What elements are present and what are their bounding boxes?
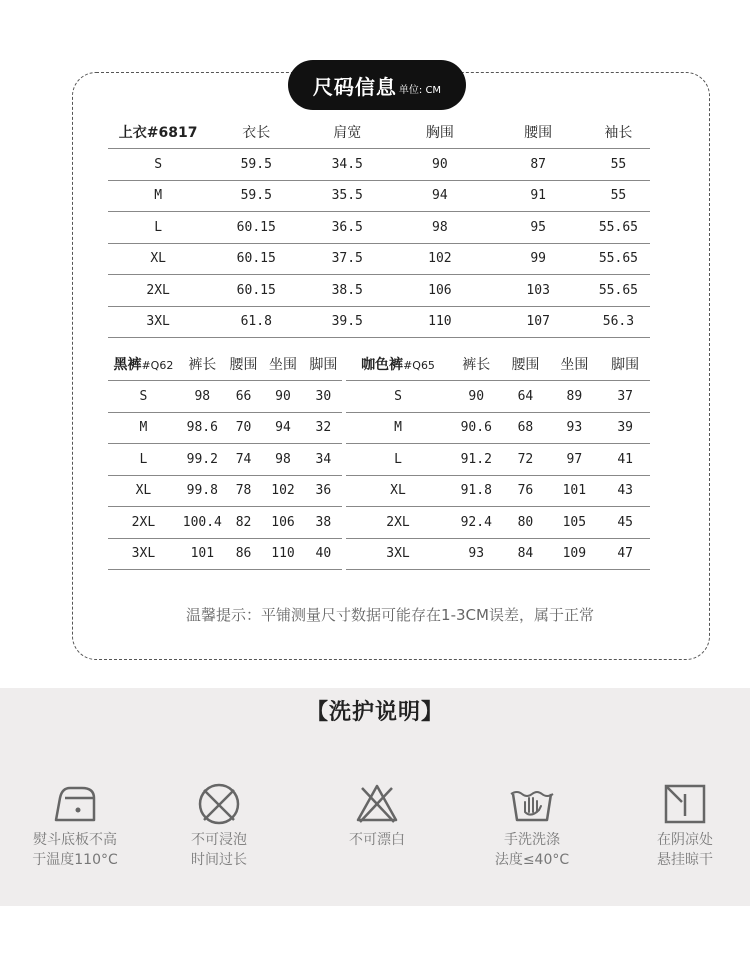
black-pants-code: #Q62	[141, 359, 174, 372]
measurement-cell: 70	[226, 412, 261, 444]
table-header-cell: 肩宽	[304, 116, 390, 149]
brown-pants-title: 咖色裤	[361, 357, 404, 373]
table-header-row	[346, 348, 650, 381]
care-label: 手洗洗涤	[504, 832, 560, 848]
measurement-cell: 78	[226, 475, 261, 507]
measurement-cell: 100.4	[179, 507, 226, 539]
table-row	[346, 381, 650, 413]
size-info-badge	[288, 60, 466, 110]
care-item-iron	[0, 782, 150, 870]
table-header-cell: 腰围	[226, 348, 261, 381]
table-row	[108, 538, 342, 570]
measurement-cell: 56.3	[587, 306, 650, 338]
black-pants-table	[108, 348, 342, 570]
measurement-cell: 40	[305, 538, 342, 570]
care-item-no-bleach	[302, 782, 452, 850]
measurement-cell: 86	[226, 538, 261, 570]
measurement-cell: 35.5	[304, 180, 390, 212]
measurement-cell: 106	[261, 507, 304, 539]
table-row	[346, 538, 650, 570]
table-row	[108, 444, 342, 476]
care-label: 于温度110°C	[32, 852, 118, 868]
line-dry-shade-icon	[662, 782, 708, 826]
care-label: 不可漂白	[349, 832, 405, 848]
measurement-cell: 47	[600, 538, 650, 570]
measurement-cell: 87	[490, 149, 587, 181]
care-item-dry-shade	[610, 782, 750, 870]
measurement-cell: 38	[305, 507, 342, 539]
measurement-cell: 110	[261, 538, 304, 570]
measurement-cell: 90	[450, 381, 503, 413]
size-label-cell: S	[108, 381, 179, 413]
care-item-hand-wash	[457, 782, 607, 870]
measurement-cell: 92.4	[450, 507, 503, 539]
measurement-cell: 93	[548, 412, 600, 444]
table-header-row	[108, 348, 342, 381]
table-row	[108, 306, 650, 338]
size-label-cell: M	[346, 412, 450, 444]
table-row	[108, 475, 342, 507]
table-header-cell	[108, 348, 179, 381]
table-header-cell: 腰围	[490, 116, 587, 149]
measurement-cell: 98.6	[179, 412, 226, 444]
measurement-cell: 55.65	[587, 275, 650, 307]
table-header-cell: 上衣#6817	[108, 116, 208, 149]
measurement-cell: 55.65	[587, 243, 650, 275]
measurement-cell: 72	[503, 444, 549, 476]
measurement-cell: 99.2	[179, 444, 226, 476]
measurement-cell: 99	[490, 243, 587, 275]
measurement-cell: 91.8	[450, 475, 503, 507]
iron-icon	[52, 782, 98, 826]
measurement-cell: 80	[503, 507, 549, 539]
table-header-cell: 脚围	[600, 348, 650, 381]
measurement-cell: 91	[490, 180, 587, 212]
measurement-cell: 94	[261, 412, 304, 444]
size-label-cell: L	[108, 444, 179, 476]
measurement-cell: 107	[490, 306, 587, 338]
table-header-cell: 脚围	[305, 348, 342, 381]
measurement-cell: 60.15	[208, 243, 304, 275]
measurement-cell: 99.8	[179, 475, 226, 507]
table-row	[108, 381, 342, 413]
hand-wash-icon	[507, 782, 557, 826]
table-header-cell: 袖长	[587, 116, 650, 149]
care-label: 不可浸泡	[191, 832, 247, 848]
table-row	[108, 149, 650, 181]
table-row	[108, 275, 650, 307]
measurement-cell: 94	[390, 180, 489, 212]
measurement-cell: 66	[226, 381, 261, 413]
measurement-cell: 41	[600, 444, 650, 476]
size-label-cell: 3XL	[108, 538, 179, 570]
size-label-cell: XL	[346, 475, 450, 507]
size-label-cell: 2XL	[346, 507, 450, 539]
care-label: 在阴凉处	[657, 832, 713, 848]
care-label: 法度≤40°C	[494, 852, 570, 868]
measurement-cell: 36	[305, 475, 342, 507]
measurement-cell: 37	[600, 381, 650, 413]
measurement-cell: 109	[548, 538, 600, 570]
measurement-cell: 34	[305, 444, 342, 476]
measurement-cell: 102	[390, 243, 489, 275]
measurement-cell: 55.65	[587, 212, 650, 244]
measurement-cell: 102	[261, 475, 304, 507]
measurement-cell: 93	[450, 538, 503, 570]
size-label-cell: 3XL	[108, 306, 208, 338]
care-label: 悬挂晾干	[657, 852, 713, 868]
measurement-cell: 105	[548, 507, 600, 539]
measurement-cell: 30	[305, 381, 342, 413]
measurement-cell: 64	[503, 381, 549, 413]
size-label-cell: S	[346, 381, 450, 413]
top-size-table	[108, 116, 650, 338]
measurement-cell: 98	[179, 381, 226, 413]
measurement-cell: 101	[179, 538, 226, 570]
measurement-cell: 39	[600, 412, 650, 444]
table-row	[108, 507, 342, 539]
measurement-cell: 39.5	[304, 306, 390, 338]
measurement-cell: 89	[548, 381, 600, 413]
size-label-cell: 2XL	[108, 275, 208, 307]
table-header-cell: 裤长	[450, 348, 503, 381]
size-label-cell: XL	[108, 243, 208, 275]
care-label: 时间过长	[191, 852, 247, 868]
measurement-cell: 55	[587, 180, 650, 212]
measurement-cell: 68	[503, 412, 549, 444]
measurement-cell: 59.5	[208, 149, 304, 181]
measurement-cell: 90	[390, 149, 489, 181]
brown-pants-code: #Q65	[403, 359, 435, 372]
size-label-cell: 2XL	[108, 507, 179, 539]
measurement-cell: 43	[600, 475, 650, 507]
table-row	[346, 412, 650, 444]
measurement-cell: 34.5	[304, 149, 390, 181]
measurement-cell: 110	[390, 306, 489, 338]
table-header-row	[108, 116, 650, 149]
measurement-cell: 36.5	[304, 212, 390, 244]
table-header-cell: 裤长	[179, 348, 226, 381]
badge-title: 尺码信息	[312, 74, 397, 99]
measurement-cell: 74	[226, 444, 261, 476]
black-pants-title: 黑裤	[113, 357, 142, 373]
measurement-cell: 98	[390, 212, 489, 244]
table-row	[346, 507, 650, 539]
measurement-cell: 101	[548, 475, 600, 507]
no-soak-icon	[196, 782, 242, 826]
size-label-cell: L	[108, 212, 208, 244]
table-row	[108, 212, 650, 244]
measurement-cell: 76	[503, 475, 549, 507]
table-row	[108, 412, 342, 444]
badge-unit: 单位: CM	[398, 84, 442, 96]
measurement-cell: 32	[305, 412, 342, 444]
size-label-cell: M	[108, 412, 179, 444]
table-row	[346, 475, 650, 507]
measurement-cell: 60.15	[208, 275, 304, 307]
measurement-cell: 82	[226, 507, 261, 539]
measurement-cell: 98	[261, 444, 304, 476]
measurement-cell: 60.15	[208, 212, 304, 244]
size-label-cell: 3XL	[346, 538, 450, 570]
table-header-cell: 坐围	[548, 348, 600, 381]
table-header-cell: 坐围	[261, 348, 304, 381]
measurement-cell: 59.5	[208, 180, 304, 212]
measurement-cell: 103	[490, 275, 587, 307]
no-bleach-icon	[354, 782, 400, 826]
measurement-note: 温馨提示：平铺测量尺寸数据可能存在1-3CM误差，属于正常	[186, 606, 594, 624]
measurement-cell: 97	[548, 444, 600, 476]
size-label-cell: M	[108, 180, 208, 212]
table-header-cell	[346, 348, 450, 381]
measurement-cell: 55	[587, 149, 650, 181]
table-header-cell: 衣长	[208, 116, 304, 149]
measurement-cell: 90.6	[450, 412, 503, 444]
care-item-no-soak	[144, 782, 294, 870]
table-header-cell: 胸围	[390, 116, 489, 149]
measurement-cell: 90	[261, 381, 304, 413]
table-row	[346, 444, 650, 476]
measurement-cell: 37.5	[304, 243, 390, 275]
measurement-cell: 38.5	[304, 275, 390, 307]
table-row	[108, 180, 650, 212]
size-label-cell: XL	[108, 475, 179, 507]
measurement-cell: 61.8	[208, 306, 304, 338]
measurement-cell: 95	[490, 212, 587, 244]
size-label-cell: S	[108, 149, 208, 181]
measurement-cell: 45	[600, 507, 650, 539]
care-label: 熨斗底板不高	[33, 832, 117, 848]
care-title: 【洗护说明】	[305, 700, 444, 725]
measurement-cell: 106	[390, 275, 489, 307]
measurement-cell: 91.2	[450, 444, 503, 476]
table-header-cell: 腰围	[503, 348, 549, 381]
measurement-cell: 84	[503, 538, 549, 570]
table-row	[108, 243, 650, 275]
size-label-cell: L	[346, 444, 450, 476]
brown-pants-table	[346, 348, 650, 570]
